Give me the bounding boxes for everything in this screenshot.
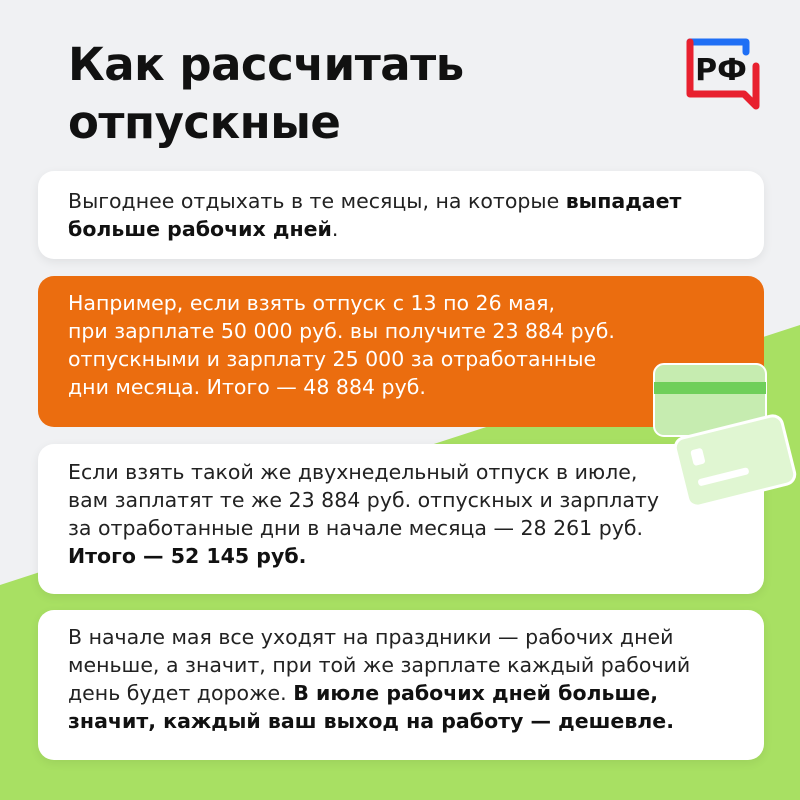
card-example-line: дни месяца. Итого — 48 884 руб. bbox=[68, 375, 426, 399]
card-conclusion-line: значит, каждый ваш выход на работу — дешевле. bbox=[68, 709, 674, 733]
title-line-2: отпускные bbox=[68, 96, 341, 149]
card-july-line: Если взять такой же двухнедельный отпуск в июле, bbox=[68, 460, 638, 484]
card-conclusion-line: день будет дороже. В июле рабочих дней больше, bbox=[68, 681, 658, 705]
card-conclusion-line: В начале мая все уходят на праздники — рабочих дней bbox=[68, 625, 674, 649]
card-example-line: отпускными и зарплату 25 000 за отработанные bbox=[68, 347, 597, 371]
card-example-line: Например, если взять отпуск с 13 по 26 мая, bbox=[68, 291, 556, 315]
rf-logo-icon bbox=[684, 36, 764, 112]
card-july-line: за отработанные дни в начале месяца — 28 261 руб. bbox=[68, 516, 644, 540]
card-conclusion-line: меньше, а значит, при той же зарплате каждый рабочий bbox=[68, 653, 691, 677]
card-intro bbox=[38, 171, 764, 259]
credit-cards-icon bbox=[640, 352, 800, 522]
page-title bbox=[68, 36, 464, 152]
card-example-line: при зарплате 50 000 руб. вы получите 23 884 руб. bbox=[68, 319, 615, 343]
title-line-1: Как рассчитать bbox=[68, 38, 464, 91]
card-july-line: вам заплатят те же 23 884 руб. отпускных и зарплату bbox=[68, 488, 659, 512]
rf-logo-text: РФ bbox=[695, 53, 747, 88]
card-intro-text: Выгоднее отдыхать в те месяцы, на которые выпадает больше рабочих дней. bbox=[68, 189, 682, 241]
card-conclusion bbox=[38, 610, 764, 760]
card-july-total: Итого — 52 145 руб. bbox=[68, 544, 307, 568]
